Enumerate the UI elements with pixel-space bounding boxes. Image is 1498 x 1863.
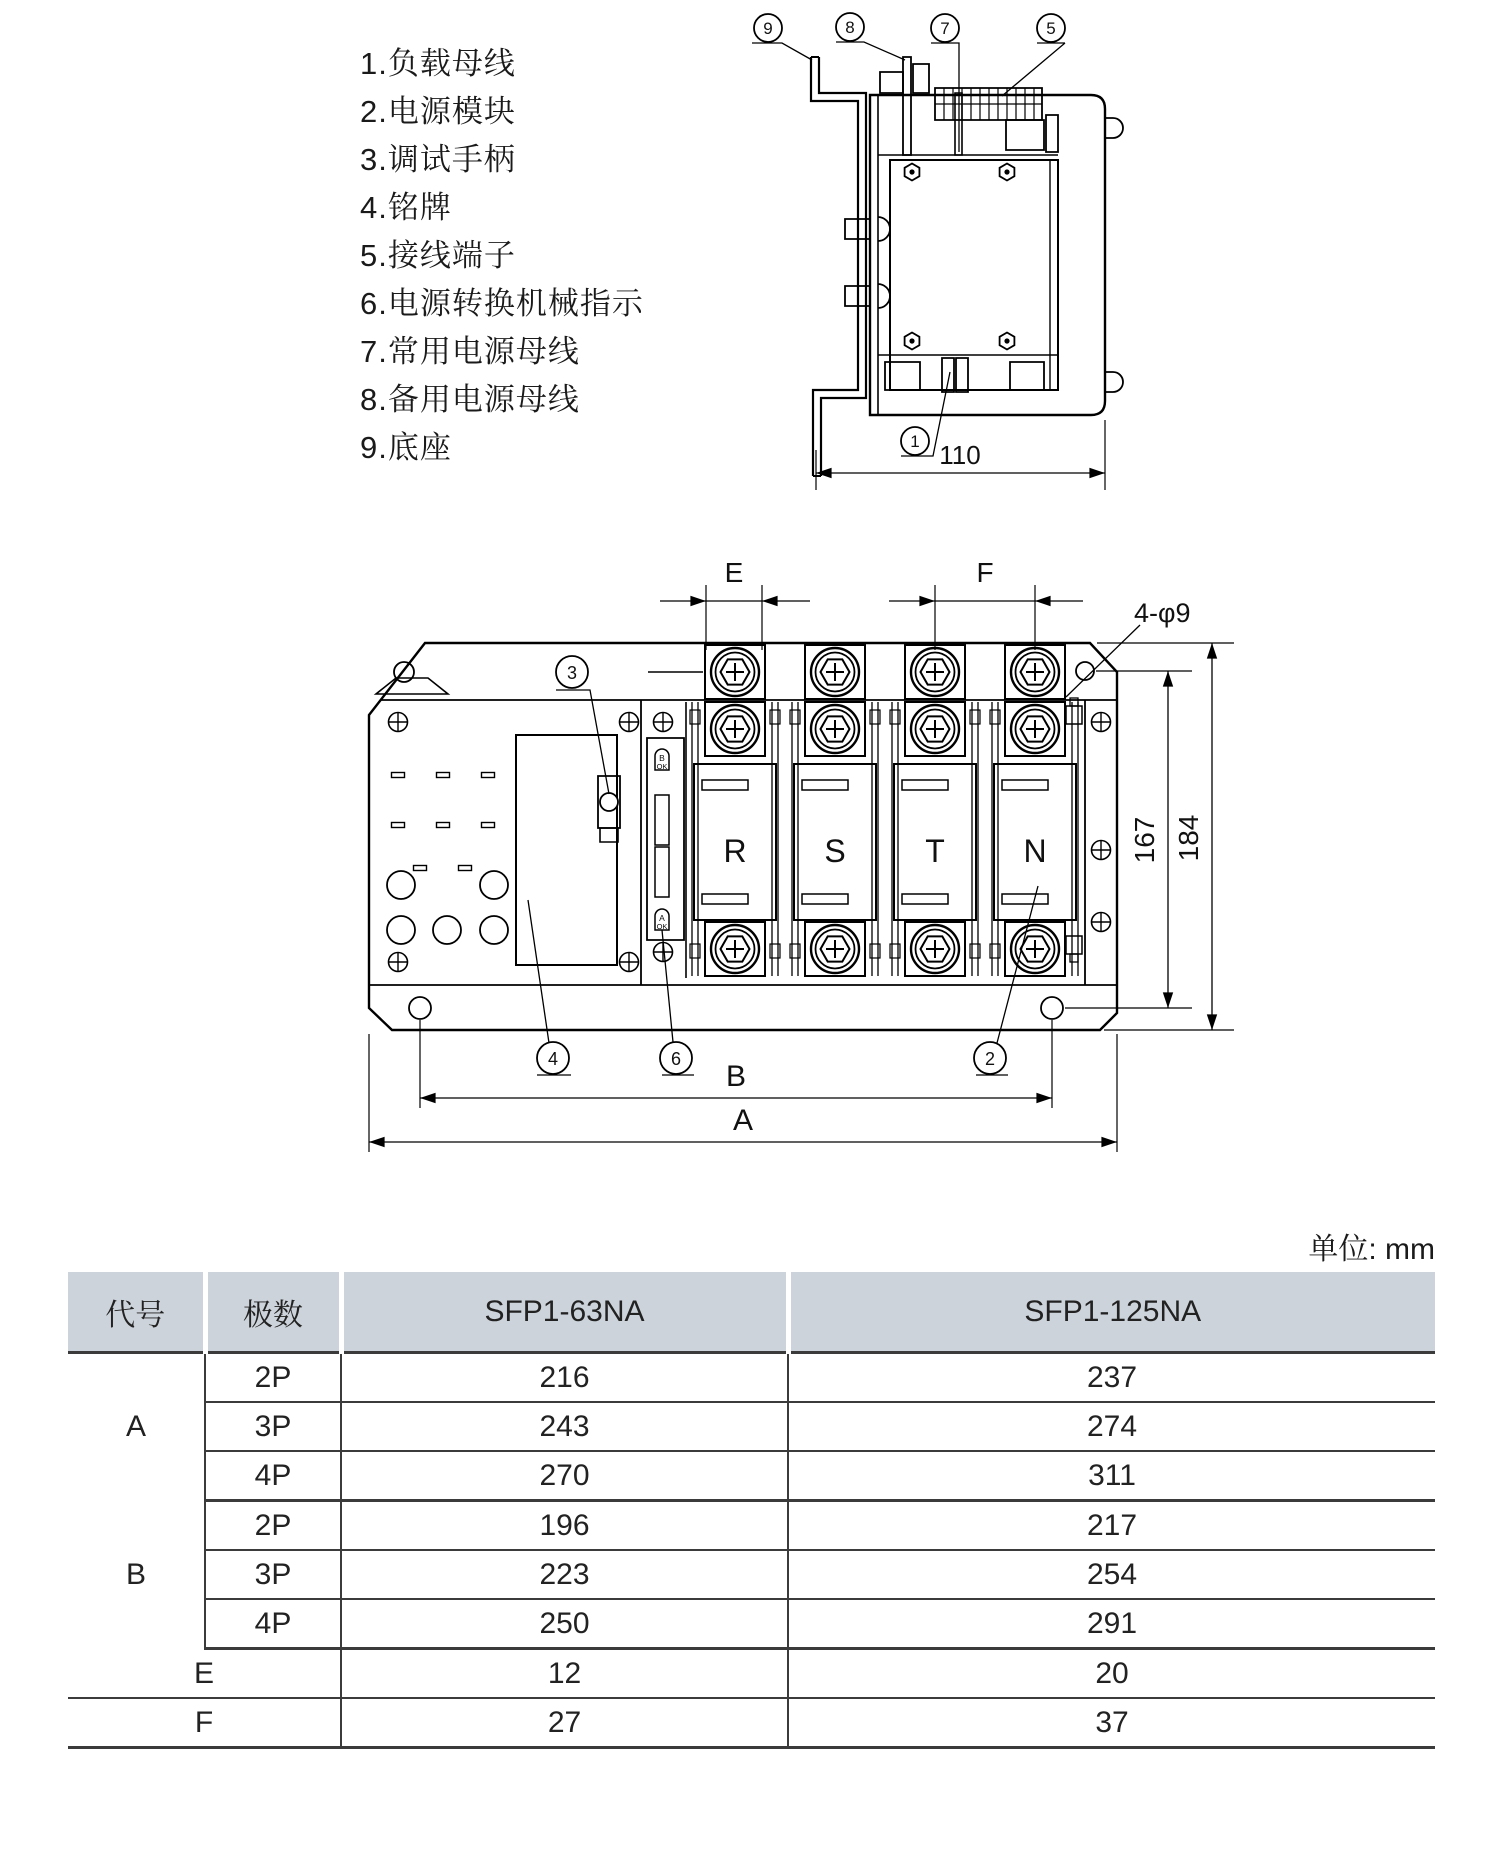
callout-1: 1 [910,432,920,451]
dim-f-label: F [976,557,994,588]
pole-R [690,645,780,976]
parts-list-item: 1.负载母线 [360,46,516,81]
table-row [68,1402,1435,1451]
indicator-b: B [659,753,665,763]
cell-code-f: F [68,1698,341,1748]
side-view-drawing [740,5,1260,500]
table-row [68,1353,1435,1403]
cell-value-63: 12 [341,1649,788,1699]
table-row [68,1698,1435,1748]
parts-list-item: 7.常用电源母线 [360,334,580,369]
cell-code-b: B [125,1557,146,1591]
cell-poles: 4P [205,1451,341,1501]
cell-value-63: 223 [341,1550,788,1599]
front-view-drawing [340,540,1260,1170]
cell-value-125: 217 [788,1501,1435,1551]
side-view-geometry [811,57,1123,476]
cell-value-125: 20 [788,1649,1435,1699]
pole-S [790,645,880,976]
header-sfp1-125na: SFP1-125NA [788,1272,1435,1353]
front-view-callouts [528,656,1038,1075]
pole-columns [690,645,1078,976]
cell-poles: 2P [205,1501,341,1551]
cell-value-63: 216 [341,1353,788,1403]
pole-label-t: T [925,833,945,869]
parts-list-item: 6.电源转换机械指示 [360,286,644,321]
cell-value-63: 250 [341,1599,788,1649]
callout-5: 5 [1046,19,1056,38]
cell-code-a: A [125,1410,146,1444]
parts-list-item: 3.调试手柄 [360,142,516,177]
cell-value-63: 196 [341,1501,788,1551]
dim-184-label: 184 [1173,814,1204,862]
pole-label-n: N [1023,833,1047,869]
cell-poles: 2P [205,1353,341,1403]
table-row [68,1451,1435,1501]
unit-label: 单位: mm [1308,1233,1435,1266]
cell-value-63: 270 [341,1451,788,1501]
indicator-a: A [659,913,665,923]
pole-label-s: S [824,833,846,869]
cell-value-125: 274 [788,1402,1435,1451]
table-row [68,1599,1435,1649]
cell-value-125: 254 [788,1550,1435,1599]
dim-b-label: B [725,1060,747,1093]
indicator-labels [657,753,668,931]
cell-code-e: E [68,1649,341,1699]
dim-holes-label: 4-φ9 [1134,598,1191,628]
callout-8: 8 [845,18,855,37]
header-sfp1-63na: SFP1-63NA [341,1272,788,1353]
side-view-dim-110 [816,420,1105,490]
dim-e-label: E [724,557,744,588]
cell-value-63: 27 [341,1698,788,1748]
dim-110-label: 110 [939,440,981,470]
callout-6: 6 [670,1049,682,1069]
parts-list-item: 5.接线端子 [360,238,516,273]
parts-list-item: 8.备用电源母线 [360,382,580,417]
dimension-table [68,1272,1435,1749]
header-poles: 极数 [205,1272,341,1353]
callout-3: 3 [566,663,578,683]
cell-value-125: 37 [788,1698,1435,1748]
cell-poles: 3P [205,1402,341,1451]
parts-list-item: 9.底座 [360,430,452,465]
callout-2: 2 [984,1049,996,1069]
indicator-a-ok: OK [656,922,668,931]
callout-7: 7 [940,19,950,38]
dim-167-label: 167 [1129,816,1160,864]
cell-value-63: 243 [341,1402,788,1451]
indicator-b-ok: OK [656,762,668,771]
table-row [68,1550,1435,1599]
table-header-row [68,1272,1435,1353]
cell-value-125: 291 [788,1599,1435,1649]
cell-poles: 4P [205,1599,341,1649]
table-row [68,1501,1435,1551]
cell-value-125: 311 [788,1451,1435,1501]
parts-list-item: 2.电源模块 [360,94,516,129]
cell-value-125: 237 [788,1353,1435,1403]
callout-4: 4 [547,1049,559,1069]
callout-9: 9 [763,19,773,38]
header-code: 代号 [68,1272,205,1353]
dim-a-label: A [732,1104,754,1137]
parts-list [360,40,644,472]
pole-N [990,645,1078,976]
cell-poles: 3P [205,1550,341,1599]
pole-T [890,645,980,976]
parts-list-item: 4.铭牌 [360,190,452,225]
pole-label-r: R [723,833,747,869]
table-row [68,1649,1435,1699]
